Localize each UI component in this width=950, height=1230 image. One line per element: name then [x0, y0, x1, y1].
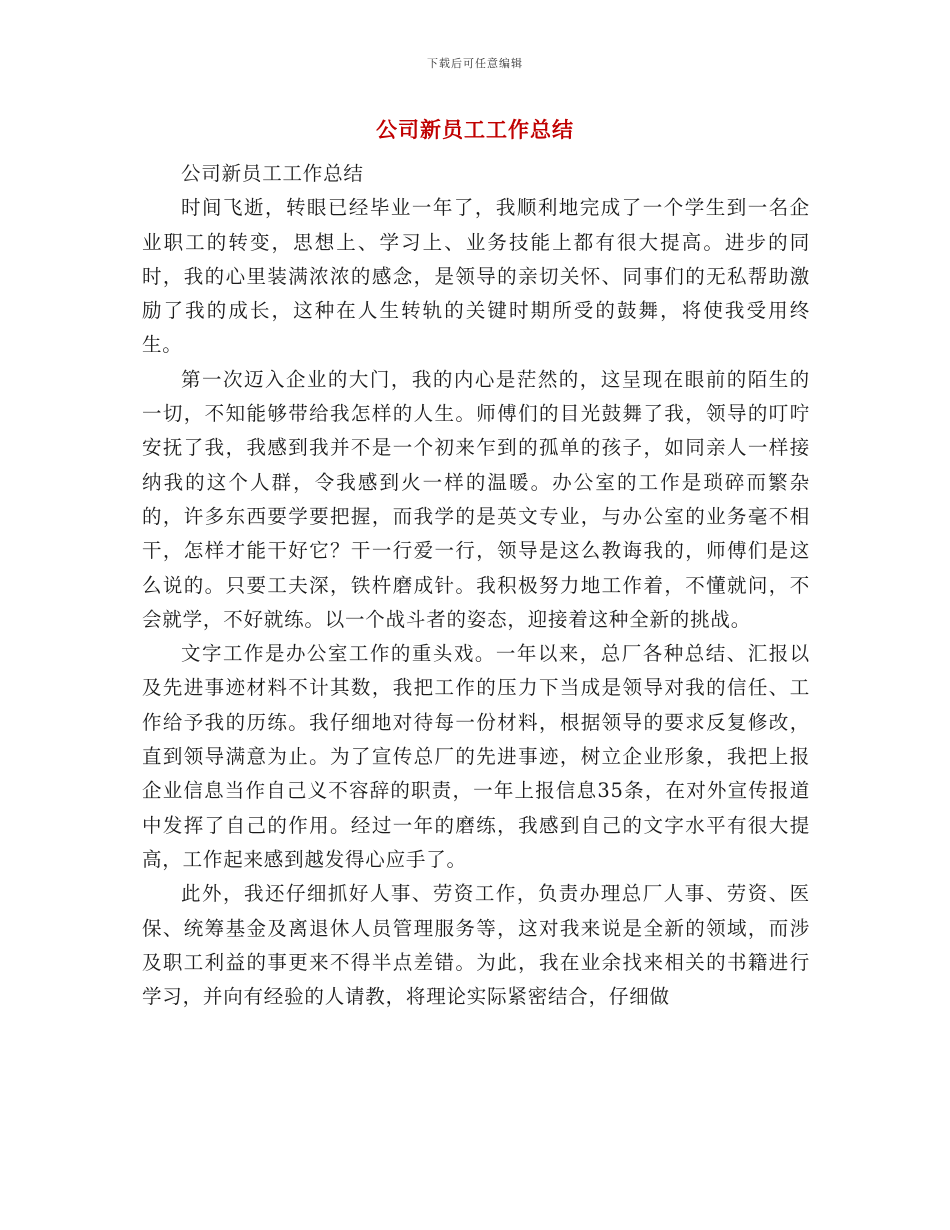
- paragraph: 第一次迈入企业的大门，我的内心是茫然的，这呈现在眼前的陌生的一切，不知能够带给我怎样的人生。师傅们的目光鼓舞了我，领导的叮咛安抚了我，我感到我并不是一个初来乍到的孤单的孩子，如同亲人一样接纳我的这个人群，令我感到火一样的温暖。办公室的工作是琐碎而繁杂的，许多东西要学要把握，而我学的是英文专业，与办公室的业务毫不相干，怎样才能干好它？干一行爱一行，领导是这么教诲我的，师傅们是这么说的。只要工夫深，铁杵磨成针。我积极努力地工作着，不懂就问，不会就学，不好就练。以一个战斗者的姿态，迎接着这种全新的挑战。: [142, 367, 810, 631]
- paragraph: 时间飞逝，转眼已经毕业一年了，我顺利地完成了一个学生到一名企业职工的转变，思想上、学习上、业务技能上都有很大提高。进步的同时，我的心里装满浓浓的感念，是领导的亲切关怀、同事们的无私帮助激励了我的成长，这种在人生转轨的关键时期所受的鼓舞，将使我受用终生。: [142, 196, 810, 357]
- paragraph: 文字工作是办公室工作的重头戏。一年以来，总厂各种总结、汇报以及先进事迹材料不计其数，我把工作的压力下当成是领导对我的信任、工作给予我的历练。我仔细地对待每一份材料，根据领导的要求反复修改，直到领导满意为止。为了宣传总厂的先进事迹，树立企业形象，我把上报企业信息当作自己义不容辞的职责，一年上报信息35条，在对外宣传报道中发挥了自己的作用。经过一年的磨练，我感到自己的文字水平有很大提高，工作起来感到越发得心应手了。: [142, 642, 810, 871]
- page-header-note: 下载后可任意编辑: [427, 57, 523, 70]
- document-body: [142, 157, 810, 1014]
- document-title: 公司新员工工作总结: [376, 117, 574, 142]
- paragraph-subtitle: 公司新员工工作总结: [181, 162, 364, 185]
- paragraph: 此外，我还仔细抓好人事、劳资工作，负责办理总厂人事、劳资、医保、统筹基金及离退休人员管理服务等，这对我来说是全新的领域，而涉及职工利益的事更来不得半点差错。为此，我在业余找来相关的书籍进行学习，并向有经验的人请教，将理论实际紧密结合，仔细做: [142, 882, 810, 1009]
